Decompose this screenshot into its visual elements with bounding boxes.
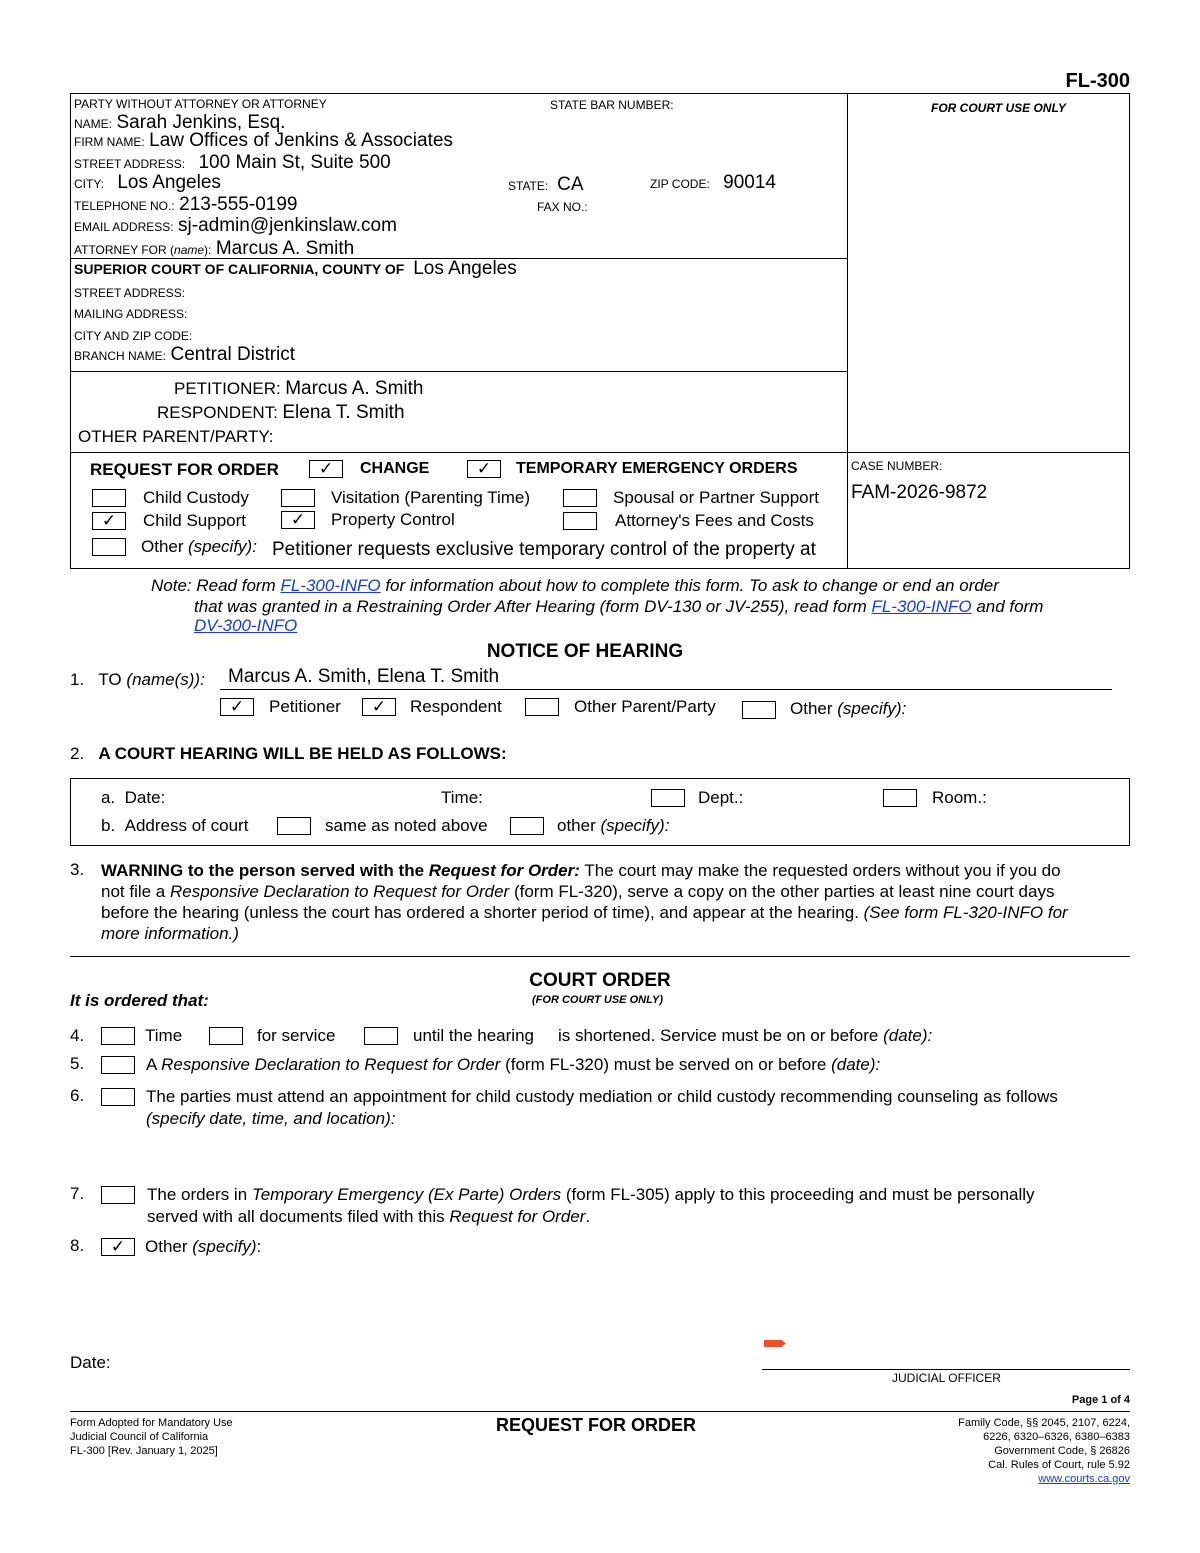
until-hearing-checkbox[interactable] xyxy=(364,1027,398,1045)
other-order-checkbox[interactable]: ✓ xyxy=(101,1238,135,1256)
ordered-label: It is ordered that: xyxy=(70,991,209,1010)
court-row xyxy=(74,258,517,280)
case-number-value[interactable]: FAM-2026-9872 xyxy=(851,482,988,503)
case-number-label: CASE NUMBER: xyxy=(851,459,943,473)
state-value[interactable]: CA xyxy=(557,174,584,195)
court-title: SUPERIOR COURT OF CALIFORNIA, COUNTY OF xyxy=(74,261,405,277)
ex-parte-checkbox[interactable] xyxy=(101,1186,135,1204)
name-value[interactable]: Sarah Jenkins, Esq. xyxy=(116,112,286,133)
court-order-subtitle: (FOR COURT USE ONLY) xyxy=(532,994,663,1006)
to-other-parent-checkbox[interactable] xyxy=(525,698,559,716)
fax-label: FAX NO.: xyxy=(537,200,588,214)
form-id: FL-300 xyxy=(1065,70,1130,92)
attorney-for-value[interactable]: Marcus A. Smith xyxy=(215,238,355,259)
item-5-text: A Responsive Declaration to Request for Order (form FL-320) must be served on or before (date): xyxy=(146,1055,881,1074)
item-6-line-1: The parties must attend an appointment for child custody mediation or child custody recommending counseling as follows xyxy=(146,1087,1058,1106)
other-address-label: other (specify): xyxy=(557,816,670,835)
change-label: CHANGE xyxy=(360,460,430,477)
note-line-1: Note: Read form FL-300-INFO for information about how to complete this form. To ask to change or end an order xyxy=(151,576,999,595)
respondent-row: RESPONDENT: Elena T. Smith xyxy=(157,402,405,423)
visitation-label: Visitation (Parenting Time) xyxy=(331,488,531,507)
spousal-label: Spousal or Partner Support xyxy=(613,488,820,507)
to-other-parent-label: Other Parent/Party xyxy=(574,697,716,716)
item-8-number: 8. xyxy=(70,1236,85,1255)
item-5-number: 5. xyxy=(70,1054,85,1073)
judicial-officer-label: JUDICIAL OFFICER xyxy=(892,1371,1001,1385)
court-use-label: FOR COURT USE ONLY xyxy=(931,101,1066,115)
time-checkbox[interactable] xyxy=(101,1027,135,1045)
visitation-checkbox[interactable] xyxy=(281,489,315,507)
dept-checkbox[interactable] xyxy=(651,789,685,807)
sign-here-flag-icon[interactable] xyxy=(764,1340,786,1347)
city-row: CITY: Los Angeles xyxy=(74,172,221,193)
for-service-checkbox[interactable] xyxy=(209,1027,243,1045)
warning-text: WARNING to the person served with the Request for Order: The court may make the requested orders without you if you do not file a Responsive Declaration to Request for Order (form FL-320), serve a copy on the other parties at least nine court days before the hearing (unless the court has ordered a shorter period of time), and appear at the hearing. (See form FL-320-INFO for more information.) xyxy=(101,861,1068,943)
email-row: EMAIL ADDRESS: sj-admin@jenkinslaw.com xyxy=(74,215,397,236)
court-use-divider xyxy=(847,93,848,569)
room-checkbox[interactable] xyxy=(883,789,917,807)
footer-title: REQUEST FOR ORDER xyxy=(495,1415,696,1435)
state-row: STATE: CA xyxy=(508,174,584,195)
dept-label: Dept.: xyxy=(698,788,744,807)
section-divider xyxy=(70,956,1130,957)
request-title: REQUEST FOR ORDER xyxy=(90,460,279,479)
item-4-number: 4. xyxy=(70,1026,85,1045)
mediation-checkbox[interactable] xyxy=(101,1088,135,1106)
attorney-fees-label: Attorney's Fees and Costs xyxy=(615,511,814,530)
child-support-label: Child Support xyxy=(143,511,247,530)
other-request-value[interactable]: Petitioner requests exclusive temporary control of the property at xyxy=(272,539,816,560)
spousal-checkbox[interactable] xyxy=(563,489,597,507)
court-cityzip-label: CITY AND ZIP CODE: xyxy=(74,329,193,343)
page-number: Page 1 of 4 xyxy=(1071,1394,1130,1406)
street-value[interactable]: 100 Main St, Suite 500 xyxy=(198,152,391,173)
attorney-fees-checkbox[interactable] xyxy=(563,512,597,530)
to-respondent-label: Respondent xyxy=(410,697,502,716)
county-value[interactable]: Los Angeles xyxy=(413,258,517,279)
same-as-checkbox[interactable] xyxy=(277,817,311,835)
petitioner-value[interactable]: Marcus A. Smith xyxy=(285,378,424,399)
child-support-checkbox[interactable]: ✓ xyxy=(92,512,126,530)
child-custody-checkbox[interactable] xyxy=(92,489,126,507)
hearing-time-label: Time: xyxy=(441,788,483,807)
dv-300-info-link[interactable]: DV-300-INFO xyxy=(194,616,298,635)
to-names-value[interactable]: Marcus A. Smith, Elena T. Smith xyxy=(228,666,500,687)
child-custody-label: Child Custody xyxy=(143,488,249,507)
until-hearing-label: until the hearing xyxy=(413,1026,534,1045)
attorney-for-row: ATTORNEY FOR (name): Marcus A. Smith xyxy=(74,238,355,259)
item-7-line-1: The orders in Temporary Emergency (Ex Parte) Orders (form FL-305) apply to this proceeding and must be personally xyxy=(147,1185,1035,1204)
court-street-label: STREET ADDRESS: xyxy=(74,286,186,300)
firm-value[interactable]: Law Offices of Jenkins & Associates xyxy=(149,130,453,151)
footer-codes: Family Code, §§ 2045, 2107, 6224, 6226, 6320–6326, 6380–6383 Government Code, § 26826 Cal. Rules of Court, rule 5.92 www.courts.ca.gov xyxy=(958,1417,1130,1485)
other-request-checkbox[interactable] xyxy=(92,538,126,556)
court-mailing-label: MAILING ADDRESS: xyxy=(74,307,188,321)
zip-row: ZIP CODE: 90014 xyxy=(650,172,776,193)
signature-line xyxy=(762,1369,1130,1370)
item-3-number: 3. xyxy=(70,860,85,879)
branch-value[interactable]: Central District xyxy=(170,344,296,365)
court-order-title: COURT ORDER xyxy=(529,970,671,991)
street-row: STREET ADDRESS: 100 Main St, Suite 500 xyxy=(74,152,391,173)
item-2-label: 2. A COURT HEARING WILL BE HELD AS FOLLOWS: xyxy=(70,744,507,763)
hearing-date-row: a. Date: xyxy=(101,788,166,807)
shortened-label: is shortened. Service must be on or before (date): xyxy=(558,1026,933,1045)
item-7-number: 7. xyxy=(70,1184,85,1203)
time-label: Time xyxy=(145,1026,183,1045)
fl-300-info-link[interactable]: FL-300-INFO xyxy=(280,576,381,595)
to-petitioner-checkbox[interactable]: ✓ xyxy=(220,698,254,716)
to-petitioner-label: Petitioner xyxy=(269,697,341,716)
respondent-value[interactable]: Elena T. Smith xyxy=(282,402,405,423)
name-row: NAME: Sarah Jenkins, Esq. xyxy=(74,112,286,133)
responsive-checkbox[interactable] xyxy=(101,1056,135,1074)
item-1-label: 1. TO (name(s)): xyxy=(70,670,205,689)
address-row: b. Address of court xyxy=(101,816,249,835)
to-other-label: Other (specify): xyxy=(790,699,907,718)
to-other-checkbox[interactable] xyxy=(742,701,776,719)
branch-row: BRANCH NAME: Central District xyxy=(74,344,296,365)
order-date-label: Date: xyxy=(70,1353,111,1372)
temp-emergency-label: TEMPORARY EMERGENCY ORDERS xyxy=(516,460,798,477)
item-7-line-2: served with all documents filed with this Request for Order. xyxy=(147,1207,591,1226)
other-address-checkbox[interactable] xyxy=(510,817,544,835)
room-label: Room.: xyxy=(932,788,987,807)
for-service-label: for service xyxy=(257,1026,336,1045)
footer-adopted: Form Adopted for Mandatory Use Judicial Council of California FL-300 [Rev. January 1, 2025] xyxy=(70,1417,233,1457)
same-as-label: same as noted above xyxy=(325,816,488,835)
to-respondent-checkbox[interactable]: ✓ xyxy=(362,698,396,716)
other-parent-label: OTHER PARENT/PARTY: xyxy=(78,427,274,446)
party-label: PARTY WITHOUT ATTORNEY OR ATTORNEY xyxy=(74,97,327,111)
property-checkbox[interactable]: ✓ xyxy=(281,511,315,529)
item-6-line-2: (specify date, time, and location): xyxy=(146,1109,396,1128)
fl-300-info-link-2[interactable]: FL-300-INFO xyxy=(871,597,972,616)
other-request-row: Other (specify): xyxy=(141,537,257,556)
petitioner-row: PETITIONER: Marcus A. Smith xyxy=(174,378,424,399)
item-6-number: 6. xyxy=(70,1086,85,1105)
city-value[interactable]: Los Angeles xyxy=(117,172,221,193)
firm-row: FIRM NAME: Law Offices of Jenkins & Associates xyxy=(74,130,453,151)
phone-value[interactable]: 213-555-0199 xyxy=(179,194,298,215)
phone-row: TELEPHONE NO.: 213-555-0199 xyxy=(74,194,298,215)
property-label: Property Control xyxy=(331,510,455,529)
note-line-2: that was granted in a Restraining Order After Hearing (form DV-130 or JV-255), read form FL-300-INFO and form xyxy=(194,597,1044,616)
notice-title: NOTICE OF HEARING xyxy=(486,641,684,662)
other-order-label: Other (specify): xyxy=(145,1237,262,1256)
state-bar-label: STATE BAR NUMBER: xyxy=(550,98,674,112)
courts-url-link[interactable]: www.courts.ca.gov xyxy=(1038,1473,1130,1485)
change-checkbox[interactable]: ✓ xyxy=(309,460,343,478)
temp-emergency-checkbox[interactable]: ✓ xyxy=(467,460,501,478)
email-value[interactable]: sj-admin@jenkinslaw.com xyxy=(178,215,397,236)
zip-value[interactable]: 90014 xyxy=(723,172,776,193)
